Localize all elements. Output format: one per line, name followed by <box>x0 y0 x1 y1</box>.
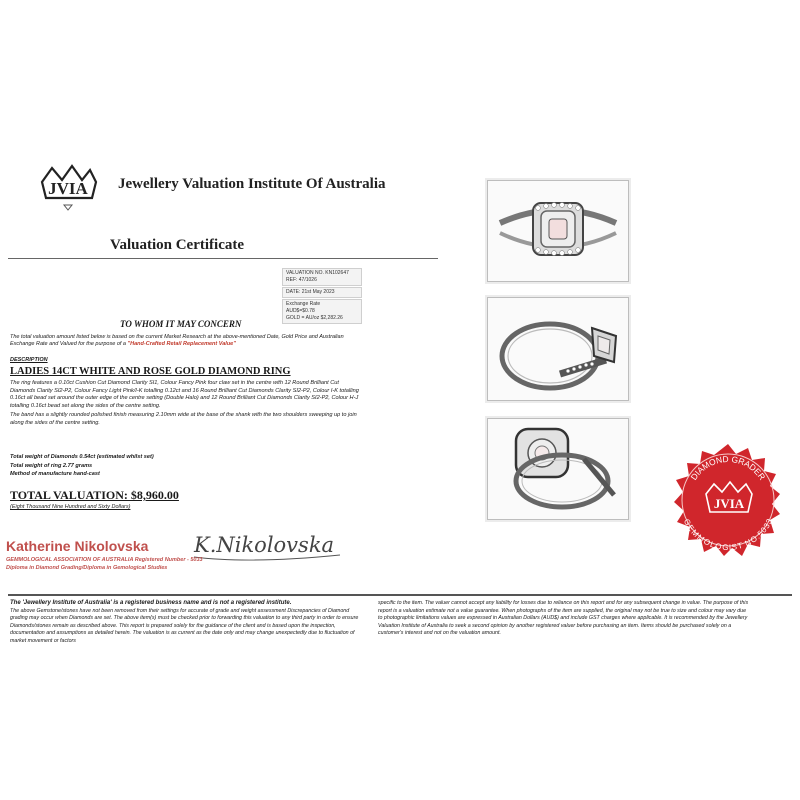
manufacture-method: Method of manufacture hand-cast <box>10 471 100 478</box>
diamond-grader-seal <box>668 440 788 560</box>
ring-photo-underside-view <box>487 418 629 520</box>
ring-photo-top-view <box>487 180 629 282</box>
seal-center-text: JVIA <box>713 496 745 511</box>
association-line: GEMMOLOGICAL ASSOCIATION OF AUSTRALIA Registered Number - 5033 <box>6 557 203 563</box>
seal-top-text: DIAMOND GRADER <box>688 453 768 482</box>
description-paragraph-1: The ring features a 0.10ct Cushion Cut Diamond Clarity SI1, Colour Fancy Pink four claw set in the centre with 12 Round Brilliant Cut Diamonds Clarity SI2-P2, Colour Fancy Light Pink/I-K totalling 0.12ct and 16 Round Brilliant Cut Diamonds Clarity SI2-P2, Colour I-K totalling 0.16ct all bead set around the outer edge of the centre setting (Double Halo) and 12 Round Brilliant Cut Diamonds Clarity SI2-P2, Colour H-J totalling 0.16ct bead set along the sides of the centre setting. <box>10 380 359 409</box>
signature-text: K.Nikolovska <box>194 533 335 557</box>
valuation-date: DATE: 21st May 2023 <box>286 289 335 295</box>
organisation-name: Jewellery Valuation Institute Of Australia <box>118 176 386 192</box>
footer-disclaimer-left <box>10 600 360 646</box>
date-cell <box>282 287 362 298</box>
signatory-name: Katherine Nikolovska <box>6 538 149 554</box>
reference-cell <box>282 268 362 286</box>
footer-heading: The 'Jewellery Institute of Australia' is a registered business name and is not a registered institute. <box>10 600 292 606</box>
footer-left-text: The above Gemstone/stones have not been removed from their settings for accurate of grade and weight assessment Discrepancies of Diamond grading may occur when Diamonds are set. The above item(s) must be checked prior to forwarding this valuation to any third party in order to ensure Diamonds/stones remain as described above. This report is prepared solely for the guidance of the client and is based upon the inspection, documentation and assumptions as detailed herein. The valuation is as current as the date only and may change unexpectedly due to fluctuation of market movement or factors <box>10 607 359 644</box>
exchange-rate: AUD$=$0.78 <box>286 308 315 314</box>
item-description <box>10 380 360 430</box>
weights-block <box>10 453 310 479</box>
gold-rate: GOLD = AU/oz $2,282.26 <box>286 315 343 321</box>
signatory-credentials <box>6 557 203 572</box>
reference-number: REF: 47/1026 <box>286 277 317 283</box>
jvia-logo <box>28 150 108 220</box>
footer-divider <box>8 594 792 596</box>
description-paragraph-2: The band has a slightly rounded polished finish measuring 2.10mm wide at the base of the shank with the two shoulders sweeping up to join along the sides of the centre setting. <box>10 412 357 426</box>
total-valuation: TOTAL VALUATION: $8,960.00 <box>10 488 179 502</box>
title-divider <box>8 258 438 259</box>
reference-box <box>282 268 362 325</box>
item-title: LADIES 14CT WHITE AND ROSE GOLD DIAMOND RING <box>10 366 291 377</box>
exchange-rate-label: Exchange Rate <box>286 301 321 307</box>
certificate-title: Valuation Certificate <box>110 237 245 253</box>
diploma-line: Diploma in Diamond Grading/Diploma in Gemological Studies <box>6 564 168 571</box>
ring-photo-side-view <box>487 297 629 401</box>
valuation-purpose: "Hand-Crafted Retail Replacement Value" <box>127 341 236 348</box>
description-label: DESCRIPTION <box>10 357 48 363</box>
valuation-number: VALUATION NO. KN102647 <box>286 270 349 276</box>
logo-text: JVIA <box>48 179 88 198</box>
rates-cell <box>282 299 362 324</box>
handwritten-signature <box>190 524 350 564</box>
seal-bottom-text: GEMMOLOGIST NO.5033 <box>681 517 775 553</box>
addressee: TO WHOM IT MAY CONCERN <box>120 319 242 329</box>
intro-paragraph <box>10 334 355 349</box>
diamond-weight: Total weight of Diamonds 0.54ct (estimated whilst set) <box>10 454 154 460</box>
total-valuation-words: (Eight Thousand Nine Hundred and Sixty Dollars) <box>10 504 131 510</box>
intro-text: The total valuation amount listed below is based on the current Market Research at the above-mentioned Date, Gold Price and Australian Exchange Rate and Valued for the purpose of a <box>10 334 344 348</box>
ring-weight: Total weight of ring 2.77 grams <box>10 462 93 469</box>
footer-disclaimer-right: specific to the item. The valuer cannot accept any liability for losses due to reliance on this report and for any subsequent change in value. The purpose of this report is a valuation estimate not a value guarantee. When photographs of the item are supplied, the original may not be true to size and colour may vary due to photographic limitations values are expressed in Australian Dollars (AUD$) and include GST charges where applicable. It is recommended by the Jewellery Valuation Institute of Australia to seek a second opinion by another registered valuer before purchasing an item. Items should be purchased solely on a customer's interest and not on the valuation amount. <box>378 600 749 637</box>
